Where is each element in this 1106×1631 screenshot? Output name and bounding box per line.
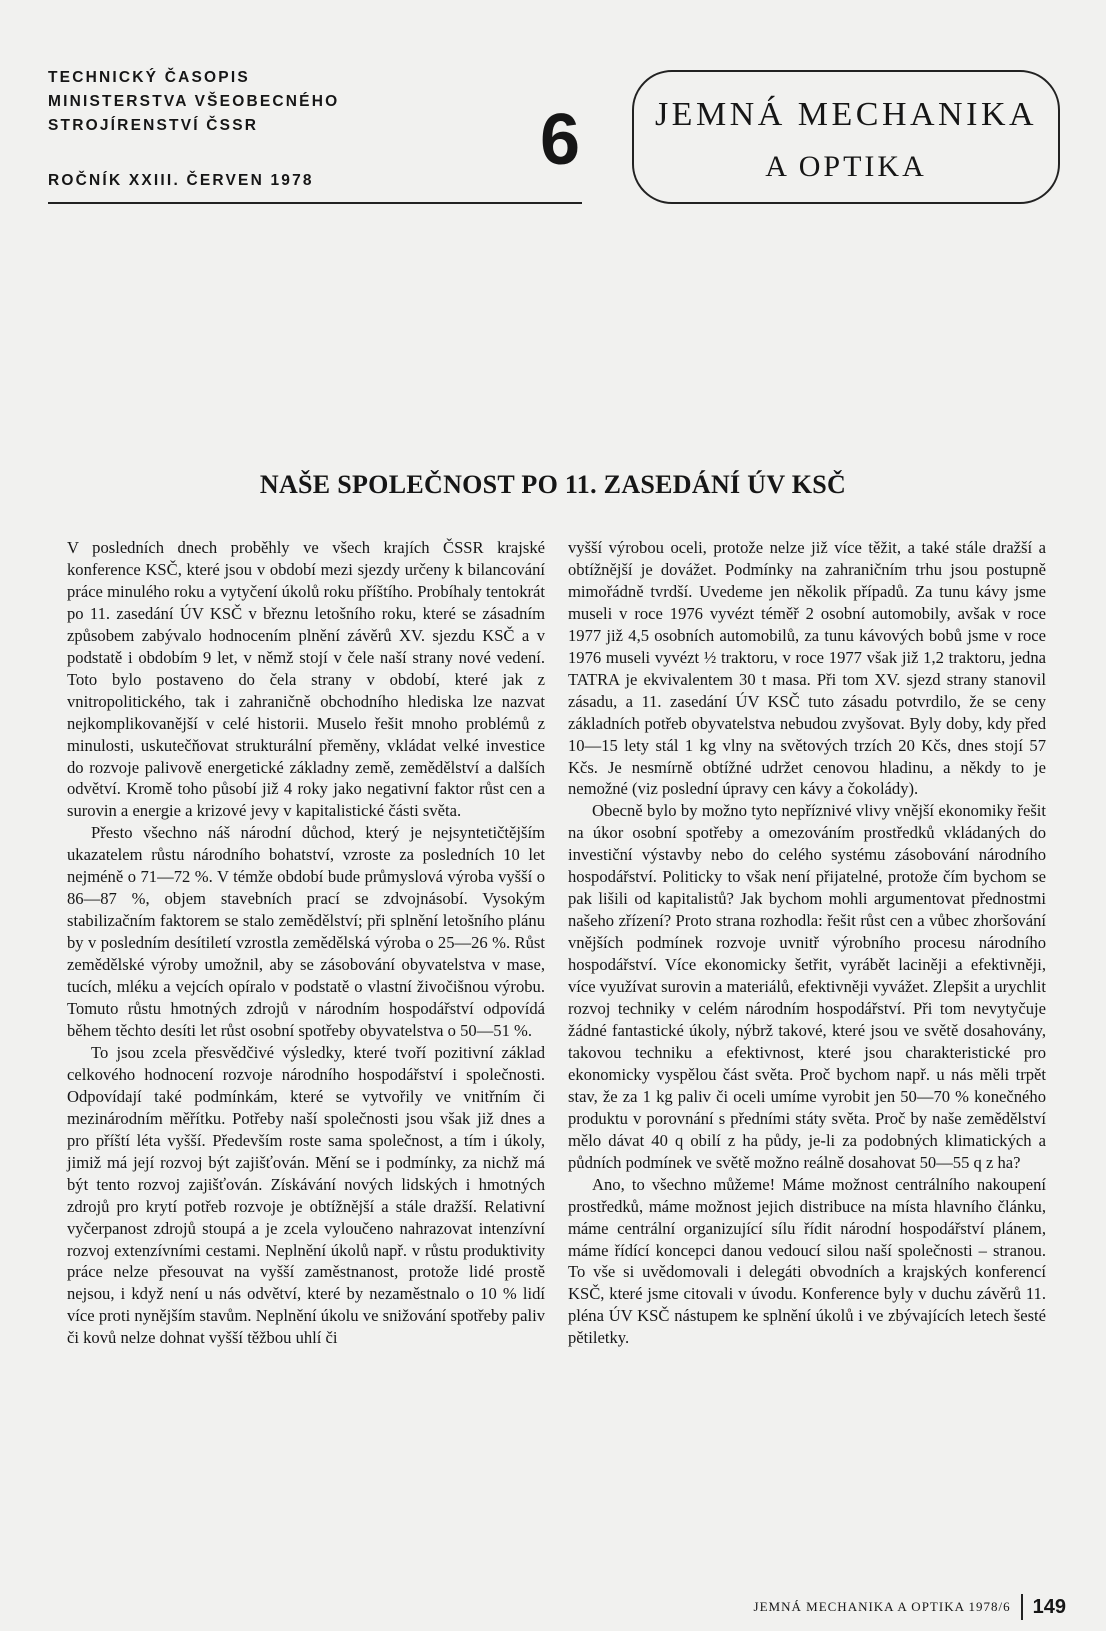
page-number: 149 <box>1032 1595 1066 1618</box>
article-right-column <box>568 537 1046 1349</box>
article-paragraph: Přesto všechno náš národní důchod, který je nejsyntetičtějším ukazatelem růstu národního bohatství, vzroste za posledních 10 let nejméně o 71—72 %. V témže období bude průmyslová výroba vyšší o 86—87 %, objem stavebních prací se zdvojnásobí. Vysokým stabilizačním faktorem se stalo zemědělství; při splnění letošního plánu by v posledním desítiletí vzrostla zemědělská výroba o 25—26 %. Růst zemědělské výroby umožnil, aby se zásobování obyvatelstva v mase, tucích, mléku a vejcích opíralo v podstatě o vlastní živočišnou výrobu. Tomuto růstu hmotných zdrojů v národním hospodářství odpovídá během těchto desíti let růst osobní spotřeby obyvatelstva o 50—51 %. <box>67 823 545 1040</box>
page-footer <box>754 1594 1066 1620</box>
footer-journal: JEMNÁ MECHANIKA A OPTIKA 1978/6 <box>753 1599 1011 1614</box>
article-paragraph: To jsou zcela přesvědčivé výsledky, které tvoří pozitivní základ celkového hodnocení rozvoje národního hospodářství i společnosti. Odpovídají také podmínkám, které se vytvořily ve vnitřním či mezinárodním měřítku. Potřeby naší společnosti jsou však již dnes a pro příští léta vyšší. Především roste sama společnost, a tím i úkoly, jimiž má její rozvoj být zajišťován. Mění se i podmínky, za nichž má být tento rozvoj zajišťován. Získávání nových lidských i hmotných zdrojů pro krytí potřeb rozvoje je obtížnější a stále dražší. Relativní vyčerpanost zdrojů stoupá a je zcela vyloučeno nahrazovat intenzívní rozvoj extenzívními cestami. Neplnění úkolů např. v růstu produktivity práce nelze přesouvat na vyšší zaměstnanost, protože lidé prostě nejsou, i když není u nás odvětví, které by nezaměstnalo o 10 % lidí více proti nynějším stavům. Neplnění úkolu ve snižování spotřeby paliv či kovů nelze dohnat vyšší těžbou uhlí či <box>67 1042 545 1348</box>
article-paragraph: Obecně bylo by možno tyto nepříznivé vlivy vnější ekonomiky řešit na úkor osobní spotřeby a omezováním prostředků vkládaných do investiční výstavby nebo do celého systému zásobování národního hospodářství. Politicky to však není přijatelné, protože čím bychom se pak lišili od kapitalistů? Jak bychom mohli argumentovat přednostmi našeho zřízení? Proto strana rozhodla: řešit růst cen a vůbec zhoršování vnějších podmínek rozvoje uvnitř výrobního procesu národního hospodářství. Více ekonomicky šetřit, vyrábět laciněji a efektivněji, více využívat surovin a materiálů, efektivněji vyvážet. Zlepšit a urychlit rozvoj techniky v celém národním hospodářství. Při tom nevytyčuje žádné fantastické úkoly, nýbrž takové, které jsou ve světě dosahovány, takovou techniku a efektivnost, které jsou charakteristické pro ekonomicky vyspělou část světa. Proč bychom např. u nás měli trpět stav, že za 1 kg paliv či oceli umíme vyrobit jen 50—70 % konečného produktu v porovnání s předními státy světa. Proč by naše zemědělství mělo dávat 40 q obilí z ha půdy, je-li za podobných klimatických a půdních podmínek ve světě možno reálně dosahovat 50—55 q z ha? <box>568 801 1046 1172</box>
publisher-block <box>48 66 339 138</box>
volume-date: ROČNÍK XXIII. ČERVEN 1978 <box>48 172 314 189</box>
journal-title-line1: JEMNÁ MECHANIKA <box>654 96 1038 133</box>
article-paragraph: vyšší výrobou oceli, protože nelze již více těžit, a také stále dražší a obtížnější je dovážet. Podmínky na zahraničním trhu jsou postupně mimořádně tvrdší. Uvedeme jen několik případů. Za tunu kávy jsme museli v roce 1976 vyvézt téměř 2 osobní automobily, avšak v roce 1977 již 4,5 osobních automobilů, za tunu kávových bobů jsme v roce 1976 museli vyvézt ½ traktoru, v roce 1977 však již 1,2 traktoru, jedna TATRA je ekvivalentem 30 t masa. Při tom XV. sjezd strany stanovil zásadu, a 11. zasedání ÚV KSČ tuto zásadu potvrdilo, že se ceny základních potřeb obyvatelstva nebudou zvyšovat. Byly doby, kdy před 10—15 lety stál 1 kg vlny na světových trzích 20 Kčs, dnes stojí 57 Kčs. Je nesmírně obtížné udržet cenovou hladinu, a někdy to je nemožné (viz poslední úpravy cen kávy a čokolády). <box>568 538 1046 799</box>
publisher-line: TECHNICKÝ ČASOPIS <box>48 69 250 86</box>
publisher-line: STROJÍRENSTVÍ ČSSR <box>48 117 259 134</box>
article-headline: NAŠE SPOLEČNOST PO 11. ZASEDÁNÍ ÚV KSČ <box>259 470 847 499</box>
publisher-line: MINISTERSTVA VŠEOBECNÉHO <box>48 93 340 110</box>
footer-separator <box>1021 1594 1023 1620</box>
header-rule <box>48 202 582 204</box>
journal-title-line2: A OPTIKA <box>765 150 927 183</box>
article-paragraph: Ano, to všechno můžeme! Máme možnost centrálního nakoupení prostředků, máme možnost jejich distribuce na místa hlavního článku, máme centrální organizující sílu řídit národní hospodářství plánem, máme řídící koncepci danou vedoucí silou naší společnosti – stranou. To vše si uvědomovali i delegáti obvodních a krajských konferencí KSČ, které jsme citovali v úvodu. Konference byly v duchu závěrů 11. pléna ÚV KSČ nástupem ke splnění úkolů i ve zbývajících letech šesté pětiletky. <box>568 1174 1046 1348</box>
article-left-column <box>67 537 545 1349</box>
issue-number: 6 <box>539 100 581 180</box>
journal-title-box <box>632 70 1060 204</box>
article-paragraph: V posledních dnech proběhly ve všech krajích ČSSR krajské konference KSČ, které jsou v období mezi sjezdy určeny k bilancování práce minulého roku a vytyčení úkolů roku příštího. Probíhaly tentokrát po 11. zasedání ÚV KSČ v březnu letošního roku, které se zásadním způsobem zabývalo hodnocením plnění závěrů XV. sjezdu KSČ a v podstatě i obdobím 9 let, v němž stojí v čele naší strany nové vedení. Toto bylo postaveno do čela strany v období, které jak z vnitropolitického, tak i zahraničně obchodního hlediska lze nazvat nejkomplikovanější v celé historii. Muselo řešit mnoho problémů z minulosti, uskutečňovat strukturální přeměny, vkládat velké investice do rozvoje palivově energetické základny země, zemědělství a dalších odvětví. Kromě toho působí již 4 roky jako negativní faktor růst cen a surovin a energie a krizové jevy v kapitalistické části světa. <box>67 538 545 821</box>
